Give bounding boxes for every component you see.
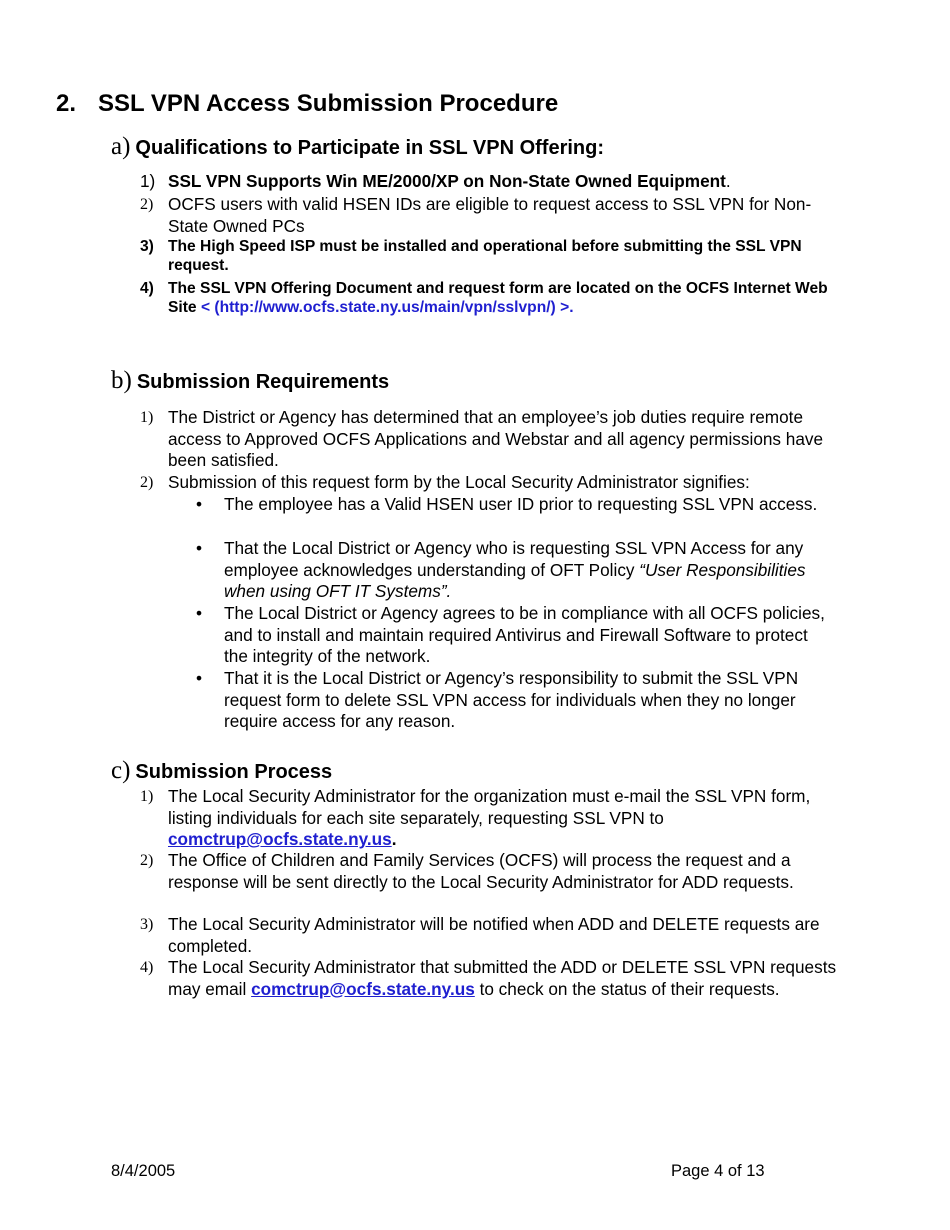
list-item-c4: 4) The Local Security Administrator that submitted the ADD or DELETE SSL VPN requests may email comctrup@ocfs.state.ny.us to check on the status of their requests. xyxy=(140,957,837,999)
list-item-b2: 2) Submission of this request form by the Local Security Administrator signifies: xyxy=(140,472,750,492)
footer-page-number: Page 4 of 13 xyxy=(671,1162,765,1180)
list-item-a1: 1) SSL VPN Supports Win ME/2000/XP on Non-State Owned Equipment. xyxy=(140,171,731,191)
section-number: 2. xyxy=(56,90,77,117)
footer-date: 8/4/2005 xyxy=(111,1162,176,1180)
bullet-item-1: • The employee has a Valid HSEN user ID prior to requesting SSL VPN access. xyxy=(196,494,818,514)
bullet-icon: • xyxy=(196,603,203,623)
subsection-a-title: Qualifications to Participate in SSL VPN Offering: xyxy=(135,137,605,159)
subsection-c-letter: c) xyxy=(111,757,131,784)
subsection-b-heading xyxy=(111,367,389,395)
subsection-a-letter: a) xyxy=(111,133,131,160)
bullet-icon: • xyxy=(196,538,203,558)
bullet-item-3: • The Local District or Agency agrees to be in compliance with all OCFS policies, and to install and maintain required Antivirus and Firewall Software to protect the integrity of the network. xyxy=(196,603,825,667)
subsection-b-title: Submission Requirements xyxy=(136,371,390,393)
bullet-item-2: • That the Local District or Agency who is requesting SSL VPN Access for any employee acknowledges understanding of OFT Policy “User Responsibilities when using OFT IT Systems”. xyxy=(196,538,806,602)
bullet-icon: • xyxy=(196,668,203,688)
list-item-b1: 1) The District or Agency has determined that an employee’s job duties require remote access to Approved OCFS Applications and Webstar and all agency permissions have been satisfied. xyxy=(140,407,824,471)
bullet-icon: • xyxy=(196,494,203,514)
list-item-c2: 2) The Office of Children and Family Services (OCFS) will process the request and a response will be sent directly to the Local Security Administrator for ADD requests. xyxy=(140,850,794,892)
email-link[interactable]: comctrup@ocfs.state.ny.us xyxy=(251,978,475,999)
subsection-b-letter: b) xyxy=(111,367,132,394)
subsection-a-heading xyxy=(111,133,604,161)
subsection-c-title: Submission Process xyxy=(135,761,333,783)
ocfs-website-link[interactable]: < (http://www.ocfs.state.ny.us/main/vpn/sslvpn/) > xyxy=(200,299,570,316)
list-item-c3: 3) The Local Security Administrator will be notified when ADD and DELETE requests are completed. xyxy=(140,914,820,956)
section-title: SSL VPN Access Submission Procedure xyxy=(98,90,559,117)
list-item-a2: 2) OCFS users with valid HSEN IDs are eligible to request access to SSL VPN for Non-State Owned PCs xyxy=(140,194,812,236)
section-heading xyxy=(56,90,558,118)
bullet-item-4: • That it is the Local District or Agency’s responsibility to submit the SSL VPN request form to delete SSL VPN access for individuals when they no longer require access for any reason. xyxy=(196,668,799,732)
subsection-c-heading xyxy=(111,757,332,785)
list-item-c1: 1) The Local Security Administrator for the organization must e-mail the SSL VPN form, listing individuals for each site separately, requesting SSL VPN to comctrup@ocfs.state.ny.us. xyxy=(140,786,811,850)
email-link[interactable]: comctrup@ocfs.state.ny.us xyxy=(168,829,392,850)
list-item-a4: 4) The SSL VPN Offering Document and request form are located on the OCFS Internet Web Site < (http://www.ocfs.state.ny.us/main/vpn/sslvpn/) >. xyxy=(140,280,828,316)
list-item-a3: 3) The High Speed ISP must be installed and operational before submitting the SSL VPN request. xyxy=(140,238,802,274)
